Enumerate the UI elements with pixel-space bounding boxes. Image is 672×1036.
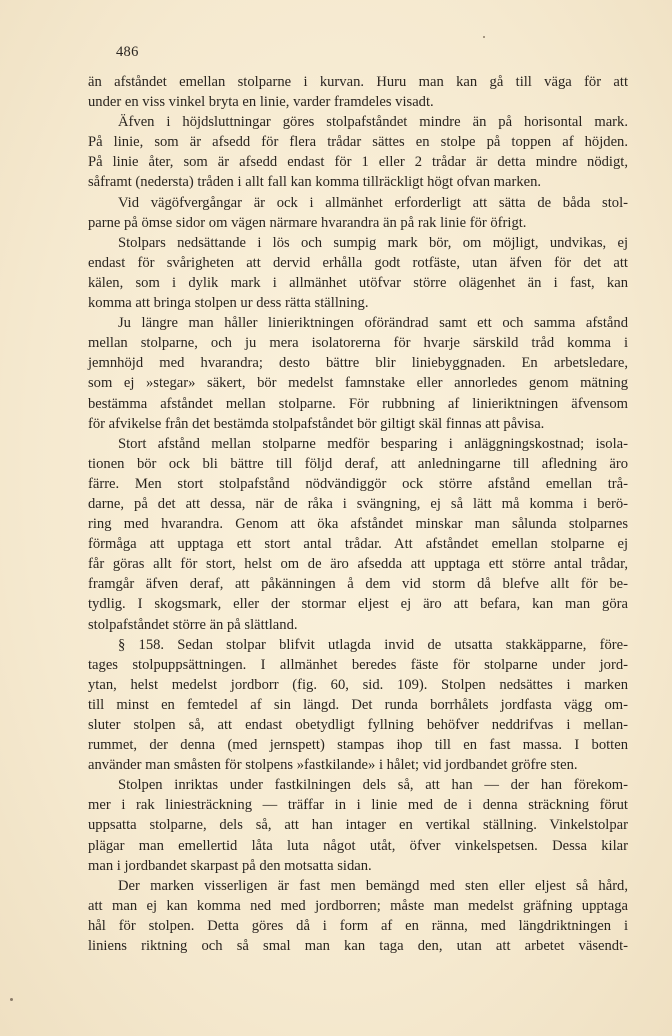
text-line: att man ej kan komma ned med jordborren; måste man medelst gräfning upptaga xyxy=(88,897,628,914)
text-line: man i jordbandet skarpast på den motsatta sidan. xyxy=(88,857,372,874)
text-line: ytan, helst medelst jordborr (fig. 60, sid. 109). Stolpen nedsättes i marken xyxy=(88,676,628,693)
text-line: framgår äfven deraf, att påkänningen å dem vid storm då blefve allt för be- xyxy=(88,576,628,593)
paper-speck xyxy=(10,998,13,1001)
text-line: än afståndet emellan stolparne i kurvan. Huru man kan gå till väga för att xyxy=(88,74,628,90)
text-line: tages stolpuppsättningen. I allmänhet beredes fäste för stolparne under jord- xyxy=(88,656,628,673)
text-line: som ej »stegar» säkert, bör medelst famnstake eller annorledes genom mätning xyxy=(88,375,628,392)
text-line: Der marken visserligen är fast men bemängd med sten eller eljest så hård, xyxy=(118,877,628,894)
text-line: mellan stolparne, och ju mera isolatorerna för hvarje särskild tråd komma i xyxy=(88,335,628,352)
text-line: rummet, der denna (med jernspett) stampas ihop till en fast massa. I botten xyxy=(88,737,628,754)
text-line: stolpafståndet större än på slättland. xyxy=(88,616,298,633)
text-line: darne, på det att dessa, när de råka i svängning, ej så lätt må komma i berö- xyxy=(88,495,628,512)
text-line: för afvikelse från det bestämda stolpafståndet bör giltigt skäl finnas att påvisa. xyxy=(88,415,545,432)
text-line: § 158. Sedan stolpar blifvit utlagda invid de utsatta stakkäpparne, före- xyxy=(118,636,628,653)
text-line: ring med hvarandra. Genom att öka afståndet minskar man sålunda stolparnes xyxy=(88,516,628,533)
text-line: tionen bör ock bli bättre till följd deraf, att anledningarne till afledning äro xyxy=(88,455,628,472)
text-line: tydlig. I skogsmark, eller der stormar eljest ej äro att befara, kan man göra xyxy=(88,596,628,613)
text-line: sluter stolpen så, att endast obetydligt fyllning behöfver neddrifvas i mellan- xyxy=(88,717,628,733)
text-line: uppsatta stolparne, dels så, att han intager en vertikal ställning. Vinkelstolpar xyxy=(88,817,628,834)
text-line: Stolpen inriktas under fastkilningen dels så, att han — der han förekom- xyxy=(118,777,628,794)
text-line: liniens riktning och så smal man kan taga den, utan att arbetet väsendt- xyxy=(88,938,628,955)
body-text xyxy=(88,72,628,956)
text-line: Ju längre man håller linieriktningen oförändrad samt ett och samma afstånd xyxy=(118,315,628,332)
text-line: Äfven i höjdsluttningar göres stolpafståndet mindre än på horisontal mark. xyxy=(118,114,628,131)
text-line: använder man småsten för stolpens »fastkilande» i hålet; vid jordbandet gröfre sten. xyxy=(88,757,578,774)
text-line: Vid vägöfvergångar är ock i allmänhet erforderligt att sätta de båda stol- xyxy=(118,194,628,211)
paper-speck xyxy=(483,36,485,38)
text-line: såframt (nedersta) tråden i allt fall kan komma tillräckligt högt ofvan marken. xyxy=(88,174,542,191)
page-number: 486 xyxy=(116,44,139,60)
text-line: hål för stolpen. Detta göres då i form af en ränna, med längdriktningen i xyxy=(88,917,628,934)
text-line: endast för svårigheten att dervid erhålla godt rotfäste, utan äfven för det att xyxy=(88,254,628,271)
text-line: får göras allt för stort, helst om de äro afsedda att upptaga ett större antal trådar, xyxy=(88,556,628,573)
text-line: Stolpars nedsättande i lös och sumpig mark bör, om möjligt, undvikas, ej xyxy=(118,234,628,251)
text-line: förmåga att upptaga ett stort antal trådar. Att afståndet emellan stolparne ej xyxy=(88,536,628,553)
text-line: plägar man emellertid låta luta något utåt, öfver vinkelspetsen. Dessa kilar xyxy=(88,837,628,854)
text-line: färre. Men stort stolpafstånd nödvändiggör ock större afstånd emellan trå- xyxy=(88,475,628,492)
text-line: Stort afstånd mellan stolparne medför besparing i anläggningskostnad; isola- xyxy=(118,435,628,452)
text-line: På linie åter, som är afsedd endast för 1 eller 2 trådar är detta mindre nödigt, xyxy=(88,154,628,171)
text-line: mer i rak liniesträckning — träffar in i linie med de i denna sträckning förut xyxy=(88,797,628,814)
text-line: bestämma afståndet mellan stolparne. För rubbning af linieriktningen äfvensom xyxy=(88,395,628,412)
text-line: till minst en femtedel af sin längd. Det runda borrhålets jordfasta vägg om- xyxy=(88,696,628,713)
text-line: komma att bringa stolpen ur dess rätta ställning. xyxy=(88,295,369,312)
text-line: På linie, som är afsedd för flera trådar sättes en stolpe på toppen af höjden. xyxy=(88,134,628,151)
text-line: jemnhöjd med hvarandra; desto bättre blir liniebyggnaden. En arbetsledare, xyxy=(88,355,628,372)
text-line: kälen, som i dylik mark i allmänhet utöfvar större olägenhet än i fast, kan xyxy=(88,274,628,291)
text-line: under en viss vinkel bryta en linie, varder framdeles visadt. xyxy=(88,94,434,111)
text-line: parne på ömse sidor om vägen närmare hvarandra än på rak linie för öfrigt. xyxy=(88,214,527,231)
